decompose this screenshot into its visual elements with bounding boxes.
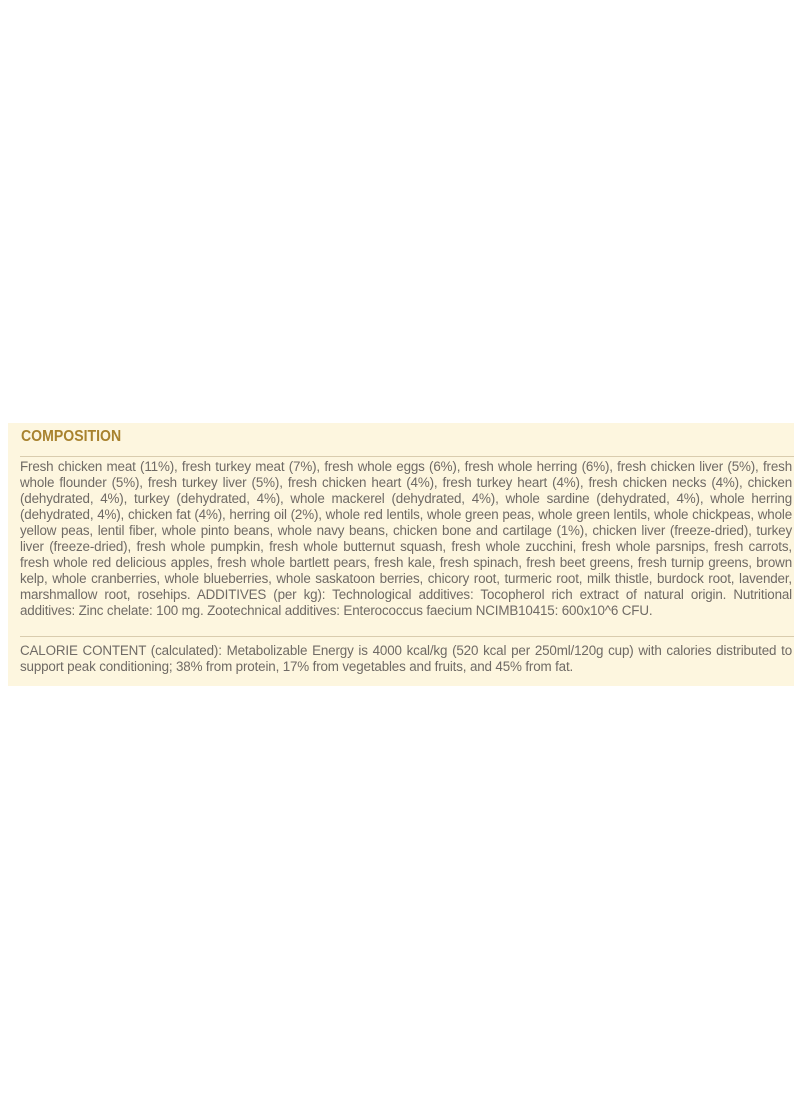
heading-divider xyxy=(20,456,794,457)
composition-heading: COMPOSITION xyxy=(21,428,122,445)
ingredients-panel xyxy=(8,423,794,686)
section-divider xyxy=(20,636,794,637)
calorie-content-text: CALORIE CONTENT (calculated): Metabolizable Energy is 4000 kcal/kg (520 kcal per 250ml/120g cup) with calories distributed to support peak conditioning; 38% from protein, 17% from vegetables and fruits, and 45% from fat. xyxy=(20,643,792,674)
composition-text: Fresh chicken meat (11%), fresh turkey meat (7%), fresh whole eggs (6%), fresh whole herring (6%), fresh chicken liver (5%), fresh whole flounder (5%), fresh turkey liver (5%), fresh chicken heart (4%), fresh turkey heart (4%), fresh chicken necks (4%), chicken (dehydrated, 4%), turkey (dehydrated, 4%), whole mackerel (dehydrated, 4%), whole sardine (dehydrated, 4%), whole herring (dehydrated, 4%), chicken fat (4%), herring oil (2%), whole red lentils, whole green peas, whole green lentils, whole chickpeas, whole yellow peas, lentil fiber, whole pinto beans, whole navy beans, chicken bone and cartilage (1%), chicken liver (freeze-dried), turkey liver (freeze-dried), fresh whole pumpkin, fresh whole butternut squash, fresh whole zucchini, fresh whole parsnips, fresh carrots, fresh whole red delicious apples, fresh whole bartlett pears, fresh kale, fresh spinach, fresh beet greens, fresh turnip greens, brown kelp, whole cranberries, whole blueberries, whole saskatoon berries, chicory root, turmeric root, milk thistle, burdock root, lavender, marshmallow root, rosehips. ADDITIVES (per kg): Technological additives: Tocopherol rich extract of natural origin. Nutritional additives: Zinc chelate: 100 mg. Zootechnical additives: Enterococcus faecium NCIMB10415: 600x10^6 CFU. xyxy=(20,459,792,618)
